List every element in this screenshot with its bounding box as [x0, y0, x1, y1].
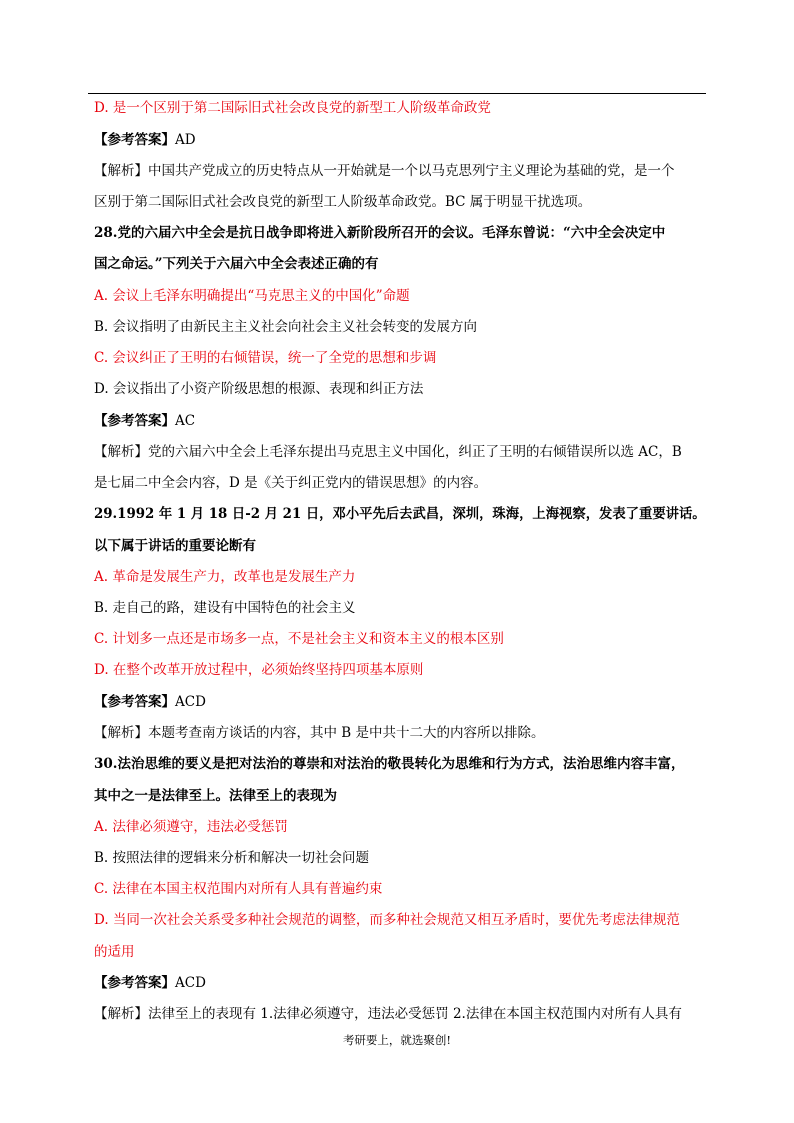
page-footer: 考研要上，就选聚创!	[342, 1033, 452, 1047]
answer-label: 【参考答案】	[94, 413, 175, 429]
q29-option-b: B. 走自己的路，建设有中国特色的社会主义	[94, 600, 356, 616]
answer-value: ACD	[175, 694, 206, 710]
answer-value: AC	[175, 413, 196, 429]
q28-analysis-line1: 【解析】党的六届六中全会上毛泽东提出马克思主义中国化，纠正了王明的右倾错误所以选 AC，B	[94, 444, 682, 460]
q30-stem-line1: 30.法治思维的要义是把对法治的尊崇和对法治的敬畏转化为思维和行为方式，法治思维内容丰富，	[94, 756, 685, 772]
q28-stem-line1: 28.党的六届六中全会是抗日战争即将进入新阶段所召开的会议。毛泽东曾说：“六中全会决定中	[94, 225, 666, 241]
q30-option-d-line1: D. 当同一次社会关系受多种社会规范的调整，而多种社会规范又相互矛盾时，要优先考虑法律规范	[94, 912, 680, 928]
answer-label: 【参考答案】	[94, 975, 175, 991]
q27-answer	[94, 130, 196, 150]
q30-answer	[94, 973, 206, 993]
answer-value: ACD	[175, 975, 206, 991]
q29-option-c: C. 计划多一点还是市场多一点，不是社会主义和资本主义的根本区别	[94, 631, 504, 647]
q29-stem-line2: 以下属于讲话的重要论断有	[94, 538, 256, 554]
q30-option-c: C. 法律在本国主权范围内对所有人具有普遍约束	[94, 881, 383, 897]
q29-answer	[94, 692, 206, 712]
q27-analysis-line2: 区别于第二国际旧式社会改良党的新型工人阶级革命政党。BC 属于明显干扰选项。	[94, 194, 592, 210]
q30-option-d-line2: 的适用	[94, 944, 135, 960]
q28-option-c: C. 会议纠正了王明的右倾错误，统一了全党的思想和步调	[94, 350, 437, 366]
q29-option-d: D. 在整个改革开放过程中，必须始终坚持四项基本原则	[94, 662, 424, 678]
q28-stem-line2: 国之命运。”下列关于六届六中全会表述正确的有	[94, 256, 379, 272]
q29-option-a: A. 革命是发展生产力，改革也是发展生产力	[94, 569, 356, 585]
q29-stem-line1: 29.1992 年 1 月 18 日-2 月 21 日，邓小平先后去武昌，深圳，珠海，上海视察，发表了重要讲话。	[94, 506, 706, 522]
header-rule	[88, 93, 706, 94]
q29-analysis-line1: 【解析】本题考查南方谈话的内容，其中 B 是中共十二大的内容所以排除。	[94, 725, 545, 741]
q30-option-b: B. 按照法律的逻辑来分析和解决一切社会问题	[94, 850, 370, 866]
answer-label: 【参考答案】	[94, 694, 175, 710]
q30-stem-line2: 其中之一是法律至上。法律至上的表现为	[94, 788, 337, 804]
q30-analysis-line1: 【解析】法律至上的表现有 1.法律必须遵守，违法必受惩罚 2.法律在本国主权范围内对所有人具有	[94, 1006, 682, 1022]
q27-analysis-line1: 【解析】中国共产党成立的历史特点从一开始就是一个以马克思列宁主义理论为基础的党，是一个	[94, 163, 675, 179]
q28-option-d: D. 会议指出了小资产阶级思想的根源、表现和纠正方法	[94, 381, 424, 397]
answer-value: AD	[175, 132, 196, 148]
q28-option-b: B. 会议指明了由新民主主义社会向社会主义社会转变的发展方向	[94, 319, 478, 335]
q28-answer	[94, 411, 195, 431]
q28-analysis-line2: 是七届二中全会内容，D 是《关于纠正党内的错误思想》的内容。	[94, 475, 488, 491]
q30-option-a: A. 法律必须遵守，违法必受惩罚	[94, 819, 288, 835]
answer-label: 【参考答案】	[94, 132, 175, 148]
q27-option-d: D. 是一个区别于第二国际旧式社会改良党的新型工人阶级革命政党	[94, 100, 491, 116]
q28-option-a: A. 会议上毛泽东明确提出“马克思主义的中国化”命题	[94, 288, 410, 304]
